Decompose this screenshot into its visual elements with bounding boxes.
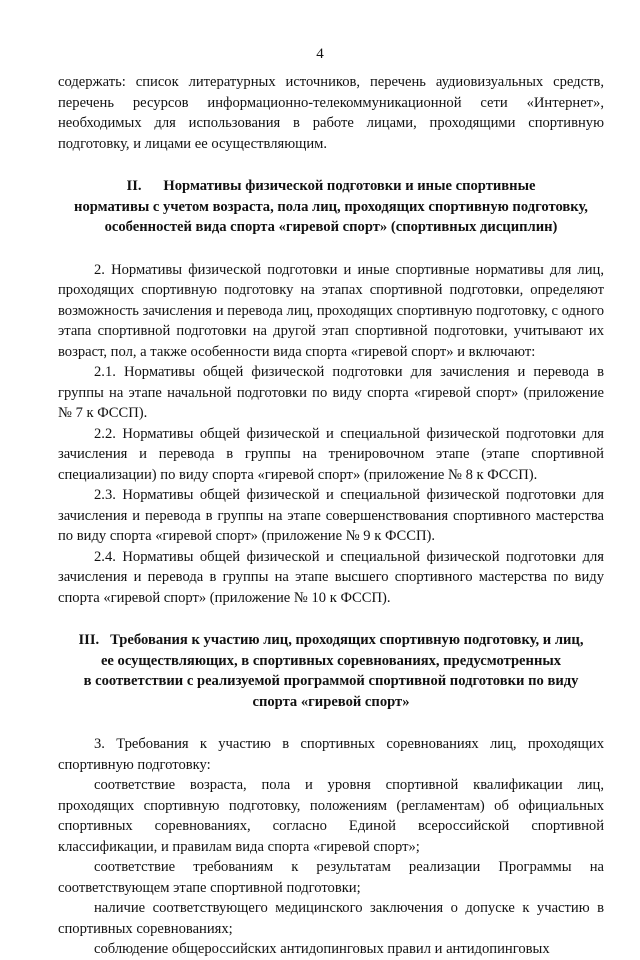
paragraph: 2.4. Нормативы общей физической и специальной физической подготовки для зачисления и перевода в группы на этапе высшего спортивного мастерства по виду спорта «гиревой спорт» (приложение № 10 к ФССП). (58, 548, 604, 606)
paragraph: соблюдение общероссийских антидопинговых правил и антидопинговых (94, 941, 550, 957)
section-2-heading (58, 176, 604, 238)
section-heading-line: особенностей вида спорта «гиревой спорт» (спортивных дисциплин) (104, 219, 558, 235)
section-heading-line: III. Требования к участию лиц, проходящих спортивную подготовку, и лиц, (78, 632, 584, 648)
section-heading-line: спорта «гиревой спорт» (252, 693, 410, 710)
paragraph: 2.1. Нормативы общей физической подготовки для зачисления и перевода в группы на этапе начальной подготовки по виду спорта «гиревой спорт» (приложение № 7 к ФССП). (58, 364, 604, 421)
section-3-body (58, 734, 604, 960)
section-3-heading (58, 630, 604, 712)
paragraph: соответствие требованиям к результатам реализации Программы на соответствующем этапе спортивной подготовки; (58, 859, 604, 896)
section-2-body (58, 260, 604, 609)
paragraph: 2.3. Нормативы общей физической и специальной физической подготовки для зачисления и перевода в группы на этапе совершенствования спортивного мастерства по виду спорта «гиревой спорт» (приложение № 9 к ФССП). (58, 487, 604, 544)
document-body (58, 72, 604, 960)
section-heading-line: ее осуществляющих, в спортивных соревнованиях, предусмотренных (100, 652, 562, 669)
paragraph: соответствие возраста, пола и уровня спортивной квалификации лиц, проходящих спортивную подготовку, положениям (регламентам) об официальных спортивных соревнованиях, согласно Единой всероссийской спортивной классификации, и правилам вида спорта «гиревой спорт»; (58, 777, 604, 855)
section-heading-line: в соответствии с реализуемой программой спортивной подготовки по виду (83, 673, 579, 689)
section-heading-line: II. Нормативы физической подготовки и иные спортивные (126, 178, 536, 194)
paragraph: 3. Требования к участию в спортивных соревнованиях лиц, проходящих спортивную подготовку: (58, 736, 604, 773)
intro-paragraph: содержать: список литературных источников, перечень аудиовизуальных средств, перечень ресурсов информационно-телекоммуникационной сети «Интернет», необходимых для использования в работе лицами, проходящими спортивную подготовку, и лицами ее осуществляющим. (58, 74, 604, 152)
page-number: 4 (316, 46, 324, 62)
paragraph: 2.2. Нормативы общей физической и специальной физической подготовки для зачисления и перевода в группы на тренировочном этапе (этапе спортивной специализации) по виду спорта «гиревой спорт» (приложение № 8 к ФССП). (58, 425, 604, 483)
paragraph: наличие соответствующего медицинского заключения о допуске к участию в спортивных соревнованиях; (58, 900, 604, 937)
section-heading-line: нормативы с учетом возраста, пола лиц, проходящих спортивную подготовку, (74, 198, 588, 215)
paragraph: 2. Нормативы физической подготовки и иные спортивные нормативы для лиц, проходящих спортивную подготовку на этапах спортивной подготовки, определяют возможность зачисления и перевода лиц, проходящих спортивную подготовку, с одного этапа спортивной подготовки на другой этап спортивной подготовки, учитывают их возраст, пол, а также особенности вида спорта «гиревой спорт» и включают: (58, 261, 604, 360)
